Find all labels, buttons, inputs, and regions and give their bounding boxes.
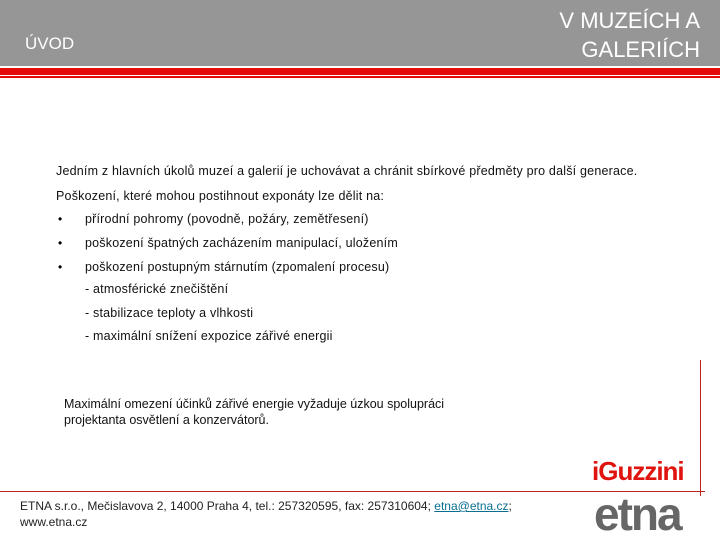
note-line-2: projektanta osvětlení a konzervátorů. — [64, 413, 269, 427]
bullet-item: přírodní pohromy (povodně, požáry, zemětřesení) — [85, 212, 369, 226]
note-text — [64, 396, 484, 428]
sub-item: - maximální snížení expozice zářivé energii — [85, 329, 333, 343]
email-link[interactable]: etna@etna.cz — [434, 499, 509, 513]
sub-item: - stabilizace teploty a vlhkosti — [85, 306, 254, 320]
bullet-icon: • — [58, 260, 63, 274]
bullet-icon: • — [58, 212, 63, 226]
red-band — [0, 68, 720, 75]
web-link[interactable]: www.etna.cz — [20, 515, 88, 529]
intro-text: Jedním z hlavních úkolů muzeí a galerií je uchovávat a chránit sbírkové předměty pro další generace. — [56, 164, 638, 178]
bullet-item: poškození špatných zacházením manipulací, uložením — [85, 236, 398, 250]
iguzzini-logo: iGuzzini — [592, 456, 684, 486]
note-line-1: Maximální omezení účinků zářivé energie vyžaduje úzkou spolupráci — [64, 397, 445, 411]
etna-logo: etna — [594, 488, 681, 540]
bullet-item: poškození postupným stárnutím (zpomalení procesu) — [85, 260, 390, 274]
lead-text: Poškození, které mohou postihnout exponáty lze dělit na: — [56, 189, 385, 203]
section-label: ÚVOD — [25, 34, 75, 53]
bullet-icon: • — [58, 236, 63, 250]
vertical-divider — [700, 360, 701, 496]
title-line-2: GALERIÍCH — [581, 37, 700, 62]
title-line-1: V MUZEÍCH A — [559, 8, 700, 33]
footer-text — [20, 498, 580, 530]
footer-address: ETNA s.r.o., Mečislavova 2, 14000 Praha 4, tel.: 257320595, fax: 257310604; — [20, 499, 435, 513]
slide-title — [559, 6, 700, 64]
footer-sep: ; — [508, 499, 512, 513]
red-line — [0, 76, 720, 78]
sub-item: - atmosférické znečištění — [85, 282, 229, 296]
